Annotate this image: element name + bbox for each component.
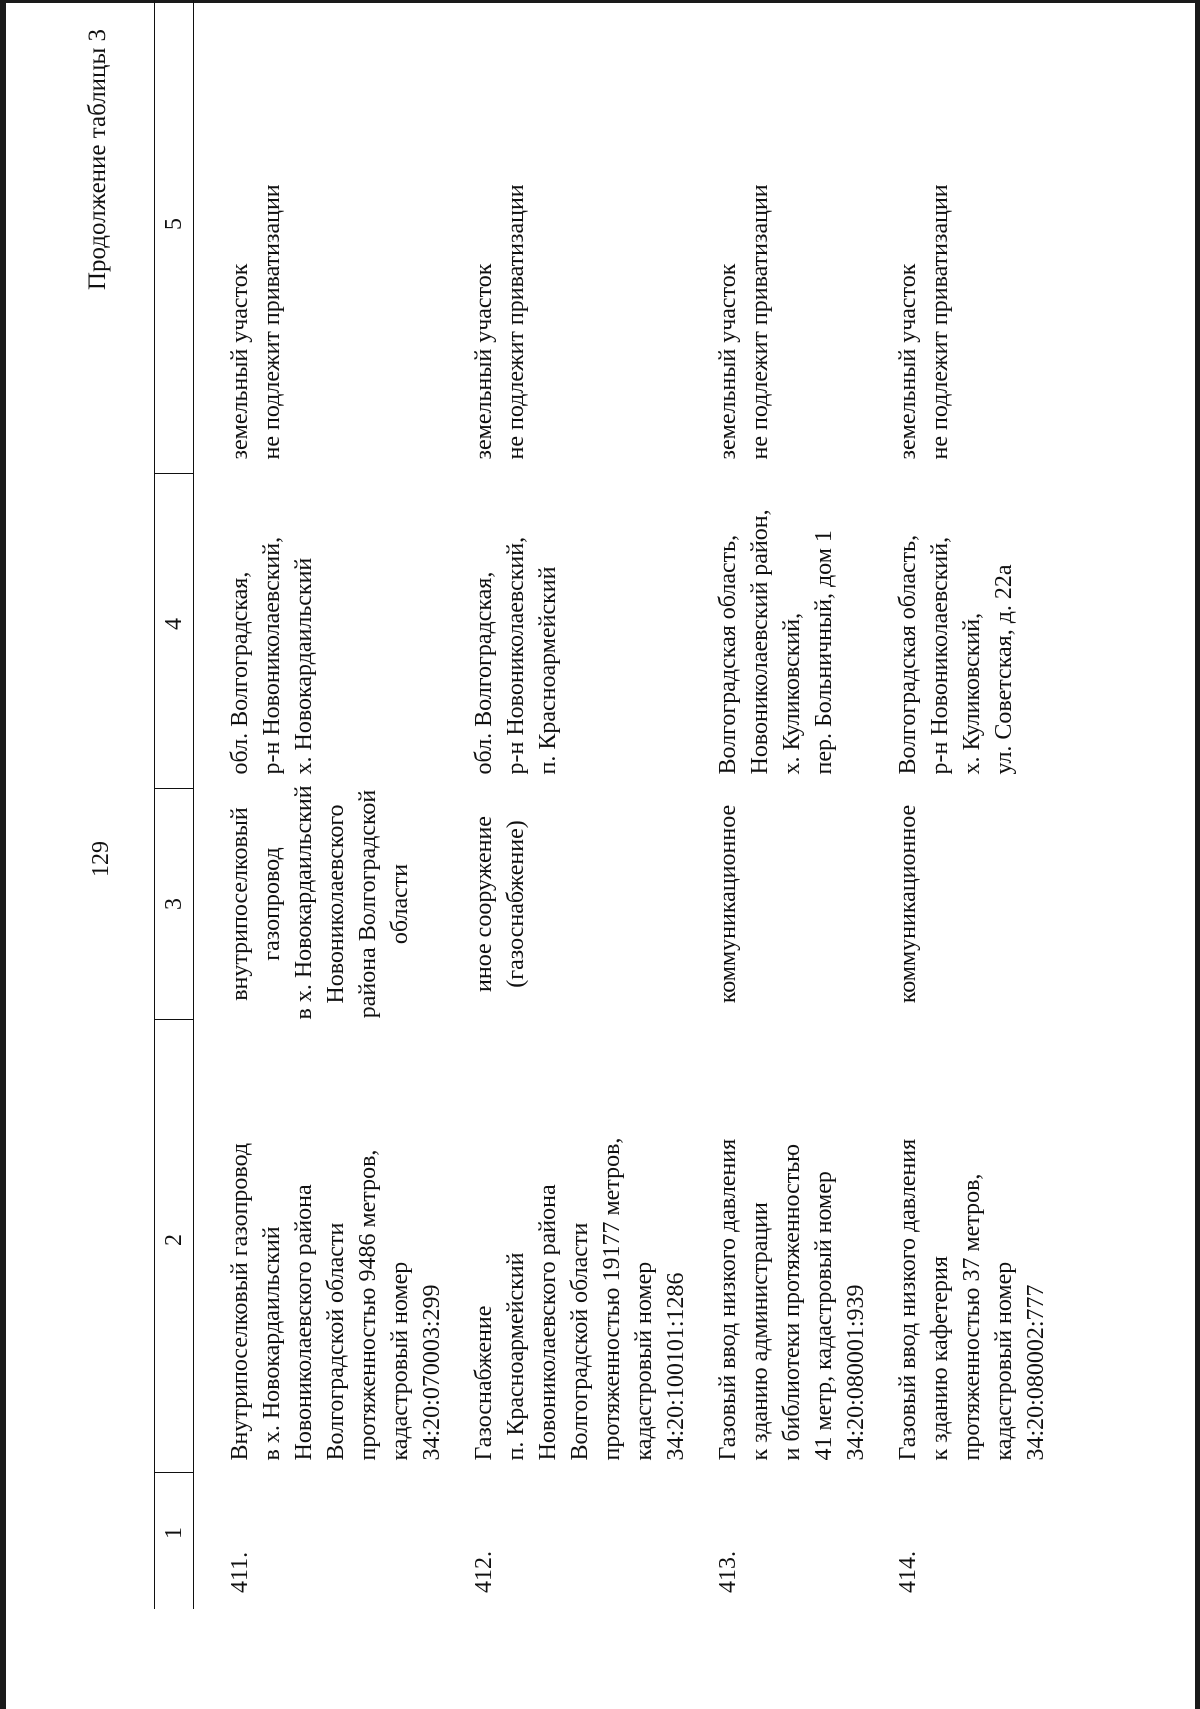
note-line: земельный участок: [715, 263, 741, 460]
object-name-line: и библиотеки протяженностью: [779, 1143, 805, 1461]
object-type-cell: [468, 789, 712, 1020]
address-cell: [468, 474, 712, 789]
object-name-line: протяженностью 37 метров,: [959, 1173, 985, 1461]
address-line: обл. Волгоградская,: [471, 571, 497, 775]
address-line: ул. Советская, д. 22а: [991, 564, 1017, 775]
object-type-line: района Волгоградской: [355, 789, 381, 1019]
address-cell: [194, 474, 469, 789]
column-header-5: 5: [155, 0, 194, 474]
object-name-line: 34:20:100101:1286: [663, 1272, 689, 1461]
object-name-cell: [194, 1020, 469, 1473]
object-name-line: 34:20:080002:777: [1023, 1284, 1049, 1461]
table-body: [194, 0, 1073, 1609]
address-line: р-н Новониколаевский,: [927, 536, 953, 775]
row-number-cell: 412.: [471, 1551, 497, 1593]
address-line: пер. Больничный, дом 1: [811, 530, 837, 775]
object-type-line: Новониколаевского: [323, 804, 349, 1004]
object-name-line: протяженностью 9486 метров,: [355, 1149, 381, 1461]
object-name-line: Газовый ввод низкого давления: [895, 1138, 921, 1461]
object-name-line: Газовый ввод низкого давления: [715, 1138, 741, 1461]
object-name-line: 34:20:070003:299: [419, 1284, 445, 1461]
object-name-line: кадастровый номер: [387, 1261, 413, 1461]
object-name-cell: [468, 1020, 712, 1473]
address-cell: [712, 474, 892, 789]
object-type-cell: [712, 789, 892, 1020]
address-line: Волгоградская область,: [715, 534, 741, 775]
object-name-line: к зданию кафетерия: [927, 1256, 953, 1461]
address-line: р-н Новониколаевский,: [503, 536, 529, 775]
column-header-2: 2: [155, 1020, 194, 1473]
object-name-line: 41 метр, кадастровый номер: [811, 1171, 837, 1461]
column-header-4: 4: [155, 474, 194, 789]
address-line: п. Красноармейский: [535, 566, 561, 775]
table-caption: Продолжение таблицы 3: [84, 29, 111, 291]
note-line: земельный участок: [895, 263, 921, 460]
table-row: [712, 0, 892, 1609]
object-type-line: в х. Новокардаильский: [291, 785, 317, 1020]
address-line: х. Куликовский,: [959, 612, 985, 775]
table-row: [892, 0, 1072, 1609]
object-name-line: Внутрипоселковый газопровод: [227, 1142, 253, 1461]
address-line: х. Новокардаильский: [291, 557, 317, 775]
note-line: земельный участок: [227, 263, 253, 460]
note-line: не подлежит приватизации: [259, 184, 285, 460]
object-name-line: 34:20:080001:939: [843, 1284, 869, 1461]
object-type-line: коммуникационное: [895, 804, 921, 1004]
column-header-1: 1: [155, 1473, 194, 1610]
note-line: не подлежит приватизации: [927, 184, 953, 460]
note-line: земельный участок: [471, 263, 497, 460]
row-number-cell: 414.: [895, 1551, 921, 1593]
object-name-line: Газоснабжение: [471, 1305, 497, 1461]
column-number-row: [155, 0, 194, 1609]
object-name-line: в х. Новокардаильский: [259, 1226, 285, 1461]
object-type-line: коммуникационное: [715, 804, 741, 1004]
object-type-cell: [194, 785, 469, 1020]
object-name-cell: [892, 1020, 1072, 1473]
object-type-line: (газоснабжение): [503, 820, 529, 988]
object-name-line: Новониколаевского района: [535, 1184, 561, 1461]
address-line: х. Куликовский,: [779, 612, 805, 775]
object-name-line: Волгоградской области: [323, 1222, 349, 1461]
object-name-cell: [712, 1020, 892, 1473]
table-row: [468, 0, 712, 1609]
object-type-cell: [892, 789, 1072, 1020]
address-line: Новониколаевский район,: [747, 509, 773, 775]
object-type-line: газопровод: [259, 847, 285, 961]
note-cell: [468, 0, 712, 474]
note-cell: [194, 0, 469, 474]
object-name-line: протяженностью 19177 метров,: [599, 1137, 625, 1461]
object-type-line: области: [387, 863, 413, 945]
property-table: [154, 0, 1072, 1609]
address-line: обл. Волгоградская,: [227, 571, 253, 775]
object-name-line: к зданию администрации: [747, 1202, 773, 1461]
note-line: не подлежит приватизации: [747, 184, 773, 460]
note-cell: [892, 0, 1072, 474]
table-row: [194, 0, 469, 1609]
page-number: 129: [88, 841, 114, 877]
address-line: Волгоградская область,: [895, 534, 921, 775]
object-name-line: кадастровый номер: [991, 1261, 1017, 1461]
note-cell: [712, 0, 892, 474]
row-number-cell: 411.: [227, 1551, 253, 1593]
address-line: р-н Новониколаевский,: [259, 536, 285, 775]
column-header-3: 3: [155, 789, 194, 1020]
object-name-line: кадастровый номер: [631, 1261, 657, 1461]
object-type-line: иное сооружение: [471, 816, 497, 992]
object-name-line: Волгоградской области: [567, 1222, 593, 1461]
row-number-cell: 413.: [715, 1551, 741, 1593]
object-name-line: Новониколаевского района: [291, 1184, 317, 1461]
address-cell: [892, 474, 1072, 789]
note-line: не подлежит приватизации: [503, 184, 529, 460]
object-type-line: внутрипоселковый: [227, 807, 253, 1001]
object-name-line: п. Красноармейский: [503, 1252, 529, 1461]
